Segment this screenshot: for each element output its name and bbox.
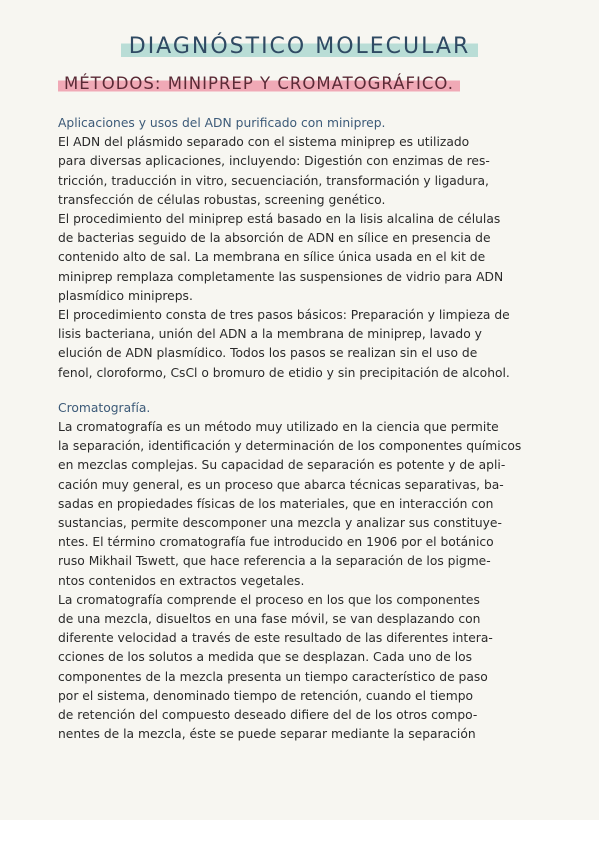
- text-line: diferente velocidad a través de este resultado de las diferentes intera-: [58, 631, 493, 646]
- text-line: para diversas aplicaciones, incluyendo: Digestión con enzimas de res-: [58, 154, 490, 169]
- text-line: transfección de células robustas, screening genético.: [58, 192, 386, 207]
- paragraph: [58, 418, 578, 591]
- section-cromatografia: [58, 399, 578, 745]
- text-line: lisis bacteriana, unión del ADN a la membrana de miniprep, lavado y: [58, 327, 482, 342]
- section-heading-miniprep: Aplicaciones y usos del ADN purificado con miniprep.: [58, 116, 386, 130]
- page-bottom-margin: [0, 820, 599, 848]
- text-line: sustancias, permite descomponer una mezcla y analizar sus constituye-: [58, 516, 502, 531]
- notes-body: [58, 114, 578, 745]
- paragraph: [58, 306, 578, 383]
- text-line: plasmídico minipreps.: [58, 288, 193, 303]
- text-line: elución de ADN plasmídico. Todos los pasos se realizan sin el uso de: [58, 346, 478, 361]
- paragraph: [58, 591, 578, 745]
- text-line: El procedimiento del miniprep está basado en la lisis alcalina de células: [58, 212, 501, 227]
- text-line: La cromatografía es un método muy utilizado en la ciencia que permite: [58, 420, 499, 435]
- text-line: ntos contenidos en extractos vegetales.: [58, 573, 305, 588]
- text-line: nentes de la mezcla, éste se puede separar mediante la separación: [58, 727, 476, 742]
- text-line: de una mezcla, disueltos en una fase móvil, se van desplazando con: [58, 612, 481, 627]
- text-line: El ADN del plásmido separado con el sistema miniprep es utilizado: [58, 135, 470, 150]
- section-heading-cromatografia: Cromatografía.: [58, 400, 151, 415]
- text-line: en mezclas complejas. Su capacidad de separación es potente y de apli-: [58, 458, 506, 473]
- text-line: El procedimiento consta de tres pasos básicos: Preparación y limpieza de: [58, 308, 510, 323]
- text-line: cciones de los solutos a medida que se desplazan. Cada uno de los: [58, 650, 473, 665]
- text-line: La cromatografía comprende el proceso en los que los componentes: [58, 592, 480, 607]
- text-line: ruso Mikhail Tswett, que hace referencia a la separación de los pigme-: [58, 554, 491, 569]
- text-line: tricción, traducción in vitro, secuenciación, transformación y ligadura,: [58, 173, 489, 188]
- text-line: cación muy general, es un proceso que abarca técnicas separativas, ba-: [58, 477, 504, 492]
- text-line: contenido alto de sal. La membrana en sílice única usada en el kit de: [58, 250, 486, 265]
- text-line: componentes de la mezcla presenta un tiempo característico de paso: [58, 669, 488, 684]
- subtitle-container: [58, 74, 460, 93]
- section-miniprep: [58, 114, 578, 383]
- text-line: por el sistema, denominado tiempo de retención, cuando el tiempo: [58, 688, 474, 703]
- page-subtitle: MÉTODOS: MINIPREP Y CROMATOGRÁFICO.: [58, 74, 460, 93]
- text-line: miniprep remplaza completamente las suspensiones de vidrio para ADN: [58, 269, 504, 284]
- text-line: sadas en propiedades físicas de los materiales, que en interacción con: [58, 496, 494, 511]
- text-line: fenol, cloroformo, CsCl o bromuro de etidio y sin precipitación de alcohol.: [58, 365, 510, 380]
- text-line: de bacterias seguido de la absorción de ADN en sílice en presencia de: [58, 231, 491, 246]
- title-container: [0, 34, 599, 59]
- text-line: la separación, identificación y determinación de los componentes químicos: [58, 439, 522, 454]
- text-line: de retención del compuesto deseado difiere del de los otros compo-: [58, 708, 478, 723]
- paragraph: [58, 133, 578, 210]
- page-title: DIAGNÓSTICO MOLECULAR: [121, 34, 479, 59]
- text-line: ntes. El término cromatografía fue introducido en 1906 por el botánico: [58, 535, 494, 550]
- paragraph: [58, 210, 578, 306]
